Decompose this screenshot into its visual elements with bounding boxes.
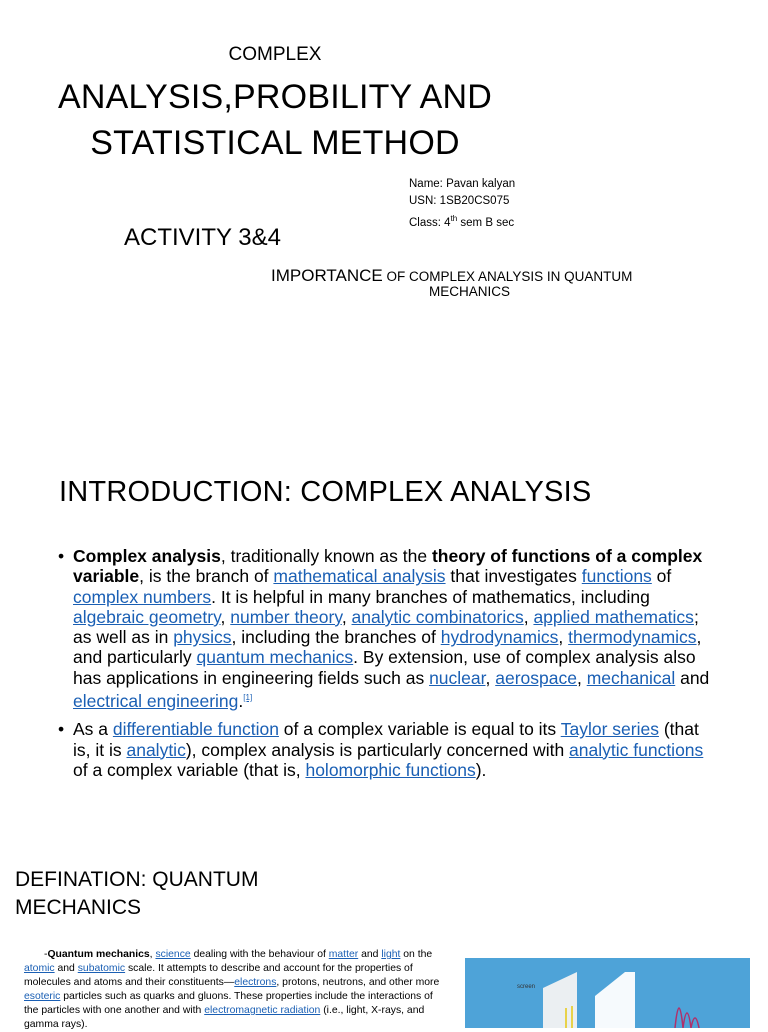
activity-heading: ACTIVITY 3&4 — [124, 224, 281, 251]
link-esoteric[interactable]: esoteric — [24, 991, 61, 1002]
screen-label: screen — [517, 984, 536, 990]
link-holomorphic-functions[interactable]: holomorphic functions — [305, 759, 476, 780]
link-aerospace[interactable]: aerospace — [495, 667, 577, 688]
reference-link[interactable]: [1] — [243, 693, 253, 703]
definition-paragraph: -Quantum mechanics, science dealing with the behaviour of matter and light on the atomic and subatomic scale. It attempts to describe and account for the properties of molecules and atoms and their constituents—electrons, protons, neutrons, and other more esoteric particles such as quarks and gluons. These properties include the interactions of the particles with one another and with electromagnetic radiation (i.e., light, X-rays, and gamma rays). — [24, 949, 440, 1030]
link-matter[interactable]: matter — [328, 949, 359, 960]
double-slit-illustration — [465, 958, 750, 1028]
slit-glow-right — [571, 1006, 573, 1028]
link-nuclear[interactable]: nuclear — [429, 667, 486, 688]
link-analytic[interactable]: analytic — [126, 739, 186, 760]
link-thermodynamics[interactable]: thermodynamics — [568, 627, 697, 648]
link-functions[interactable]: functions — [581, 566, 652, 587]
link-electromagnetic-radiation[interactable]: electromagnetic radiation — [204, 1005, 321, 1016]
interference-pattern — [675, 1008, 699, 1028]
slide1-title-line1: ANALYSIS,PROBILITY AND — [58, 78, 492, 116]
intro-title: INTRODUCTION: COMPLEX ANALYSIS — [59, 476, 592, 508]
definition-title: DEFINATION: QUANTUM MECHANICS — [15, 868, 259, 919]
link-analytic-functions[interactable]: analytic functions — [569, 739, 704, 760]
link-differentiable-function[interactable]: differentiable function — [112, 719, 279, 740]
link-subatomic[interactable]: subatomic — [77, 963, 126, 974]
link-atomic[interactable]: atomic — [24, 963, 55, 974]
link-number-theory[interactable]: number theory — [230, 606, 342, 627]
link-mechanical[interactable]: mechanical — [586, 667, 676, 688]
slide1-title-line2: STATISTICAL METHOD — [90, 124, 460, 162]
link-electrons[interactable]: electrons — [234, 977, 277, 988]
link-algebraic-geometry[interactable]: algebraic geometry — [73, 606, 221, 627]
student-name: Name: Pavan kalyan — [409, 178, 516, 190]
link-hydrodynamics[interactable]: hydrodynamics — [440, 627, 559, 648]
link-taylor-series[interactable]: Taylor series — [560, 719, 659, 740]
link-analytic-combinatorics[interactable]: analytic combinatorics — [351, 606, 524, 627]
bullet-complex-analysis: • Complex analysis, traditionally known as the theory of functions of a complex variable, is the branch of mathematical analysis that investigates functions of complex numbers. It is helpful in many branches of mathematics, including algebraic geometry, number theory, analytic combinatorics, applied mathematics; as well as in physics, including the branches of hydrodynamics, thermodynamics, and particularly quantum mechanics. By extension, use of complex analysis also has applications in engineering fields such as nuclear, aerospace, mechanical and electrical engineering.[1] — [58, 546, 718, 711]
link-mathematical-analysis[interactable]: mathematical analysis — [273, 566, 446, 587]
link-electrical-engineering[interactable]: electrical engineering — [73, 690, 239, 711]
link-physics[interactable]: physics — [173, 627, 232, 648]
link-quantum-mechanics[interactable]: quantum mechanics — [196, 647, 354, 668]
intro-bullets — [58, 546, 718, 788]
link-light[interactable]: light — [381, 949, 401, 960]
student-usn: USN: 1SB20CS075 — [409, 195, 510, 207]
double-slit-image — [465, 958, 750, 1028]
link-applied-mathematics[interactable]: applied mathematics — [533, 606, 694, 627]
link-complex-numbers[interactable]: complex numbers — [73, 586, 212, 607]
bullet-differentiable-function: • As a differentiable function of a complex variable is equal to its Taylor series (that is, it is analytic), complex analysis is particularly concerned with analytic functions of a complex variable (that is, holomorphic functions). — [58, 719, 718, 780]
student-info — [409, 176, 515, 232]
student-class: Class: 4th sem B sec — [409, 214, 515, 229]
link-science[interactable]: science — [155, 949, 191, 960]
slide1-subtitle: COMPLEX — [228, 44, 322, 65]
importance-heading: IMPORTANCE OF COMPLEX ANALYSIS IN QUANTUM MECHANICS — [271, 266, 633, 299]
slit-glow-left — [565, 1008, 567, 1028]
screen-panel — [595, 972, 635, 1028]
